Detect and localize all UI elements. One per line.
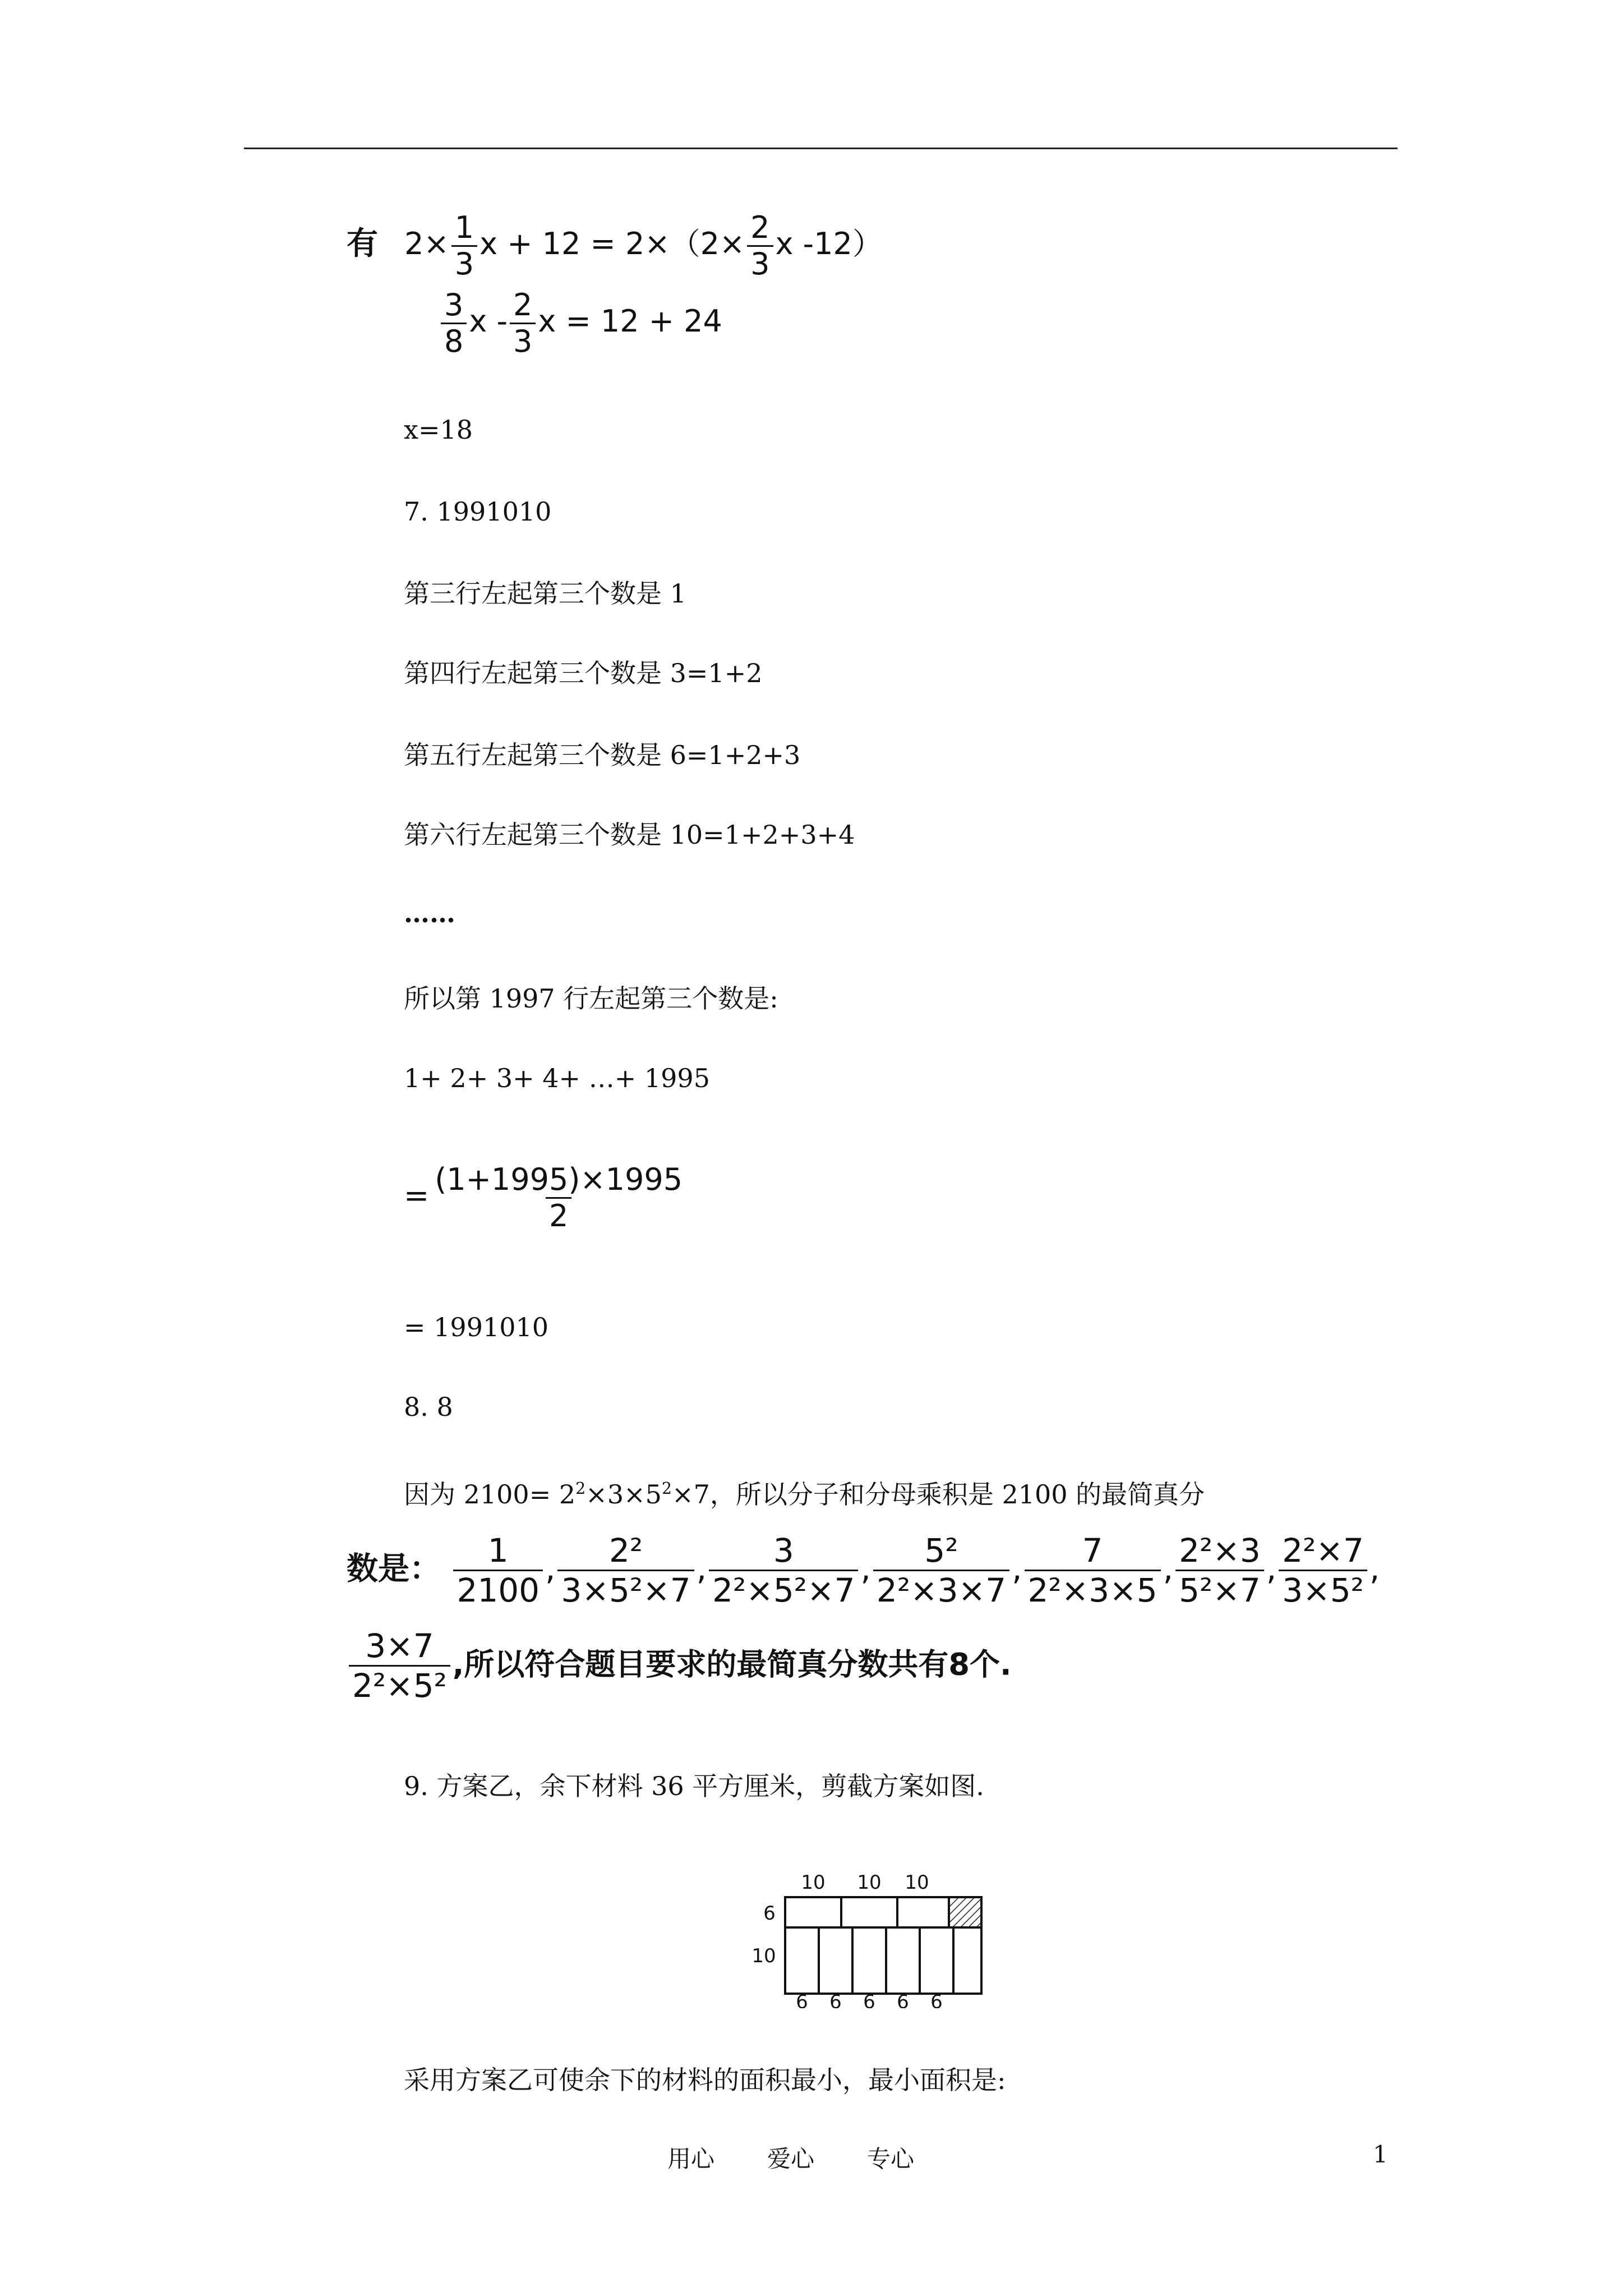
fraction-item-num: 2²×7 — [1282, 1531, 1364, 1570]
eq2-fraction-2-den: 3 — [510, 323, 536, 359]
fraction-item-den: 2²×5²×7 — [709, 1570, 858, 1609]
text-final-statement: 采用方案乙可使余下的材料的面积最小，最小面积是: — [404, 2065, 1006, 2095]
eq1-fraction-2-num: 2 — [750, 210, 770, 245]
fraction-separator: , — [1012, 1549, 1022, 1588]
fraction-item — [453, 1531, 543, 1609]
fraction-item — [1025, 1531, 1161, 1609]
equation-line-2 — [439, 288, 722, 359]
fraction-item-den: 3×5² — [1279, 1570, 1367, 1609]
fraction-conclusion-line — [347, 1627, 1012, 1705]
diagram-top-label-3: 10 — [905, 1871, 929, 1894]
fraction-item-num: 7 — [1082, 1531, 1103, 1570]
eq1-fraction-1 — [451, 210, 477, 282]
text-row-3: 第三行左起第三个数是 1 — [404, 578, 686, 609]
diagram-left-label-2: 10 — [751, 1945, 776, 1967]
diagram-bottom-label-1: 6 — [796, 1991, 808, 2008]
text-ellipsis: …… — [404, 898, 455, 928]
text-so-row-1997: 所以第 1997 行左起第三个数是: — [404, 983, 778, 1014]
fraction-separator: , — [860, 1549, 871, 1588]
eq2-fraction-1 — [441, 288, 467, 359]
sum-formula — [404, 1162, 688, 1234]
sum-fraction — [431, 1162, 686, 1234]
eq2-part-a: x - — [469, 303, 508, 339]
eq1-fraction-2-den: 3 — [747, 245, 773, 282]
fraction-item — [1279, 1531, 1367, 1609]
because-part-b: ×3×5 — [585, 1479, 662, 1510]
fraction-conclusion-text: ,所以符合题目要求的最简真分数共有8个. — [452, 1646, 1012, 1682]
footer-text-1: 用心 — [667, 2145, 715, 2173]
eq2-fraction-1-den: 8 — [441, 323, 467, 359]
fraction-item-num: 2²×3 — [1179, 1531, 1261, 1570]
eq2-fraction-2-num: 2 — [513, 287, 533, 323]
fraction-list-prefix: 数是： — [347, 1550, 441, 1588]
diagram-waste-area — [950, 1898, 980, 1926]
fraction-item-num: 5² — [924, 1531, 958, 1570]
fraction-last-num: 3×7 — [365, 1627, 434, 1665]
fraction-last — [349, 1627, 450, 1705]
eq2-part-b: x = 12 + 24 — [538, 303, 722, 339]
footer-text-3: 专心 — [867, 2145, 915, 2173]
eq1-fraction-2 — [747, 210, 773, 282]
fraction-item-den: 2100 — [453, 1570, 543, 1609]
diagram-bottom-label-5: 6 — [930, 1991, 943, 2008]
text-because — [404, 1473, 1205, 1510]
fraction-separator: , — [1266, 1549, 1277, 1588]
text-answer-8: 8. 8 — [404, 1392, 453, 1422]
footer-text-2: 爱心 — [767, 2145, 815, 2173]
cutting-diagram — [729, 1857, 998, 2008]
fraction-last-den: 2²×5² — [349, 1665, 450, 1705]
fraction-list-line — [347, 1531, 1380, 1609]
page-number: 1 — [1373, 2141, 1388, 2168]
because-exp-1: 2 — [575, 1479, 586, 1498]
fraction-separator: , — [1369, 1549, 1380, 1588]
text-answer-7: 7. 1991010 — [404, 496, 552, 527]
because-exp-2: 2 — [661, 1479, 672, 1498]
eq2-fraction-2 — [510, 288, 536, 359]
fraction-separator: , — [696, 1549, 707, 1588]
text-row-5: 第五行左起第三个数是 6=1+2+3 — [404, 740, 801, 770]
fraction-item-num: 1 — [487, 1531, 509, 1570]
diagram-bottom-label-3: 6 — [863, 1991, 875, 2008]
eq1-part-b: x + 12 = 2×（2× — [479, 226, 745, 262]
diagram-left-label-1: 6 — [763, 1902, 776, 1925]
fraction-item-den: 5²×7 — [1175, 1570, 1264, 1609]
fraction-item-den: 2²×3×5 — [1025, 1570, 1161, 1609]
text-row-6: 第六行左起第三个数是 10=1+2+3+4 — [404, 820, 855, 850]
text-sum-result: = 1991010 — [404, 1312, 549, 1342]
fraction-separator: , — [1163, 1549, 1174, 1588]
fraction-item — [709, 1531, 858, 1609]
fraction-item-num: 3 — [773, 1531, 794, 1570]
fraction-item-den: 2²×3×7 — [873, 1570, 1009, 1609]
eq2-fraction-1-num: 3 — [444, 287, 464, 323]
eq1-fraction-1-den: 3 — [451, 245, 477, 282]
diagram-top-label-1: 10 — [801, 1871, 826, 1894]
header-rule — [244, 148, 1398, 149]
sum-fraction-num: (1+1995)×1995 — [435, 1162, 683, 1197]
eq1-fraction-1-num: 1 — [454, 210, 474, 245]
fraction-item — [1175, 1531, 1264, 1609]
because-part-a: 因为 2100= 2 — [404, 1479, 576, 1510]
fraction-list — [451, 1531, 1380, 1609]
eq1-part-a: 2× — [404, 226, 449, 262]
fraction-item — [873, 1531, 1009, 1609]
fraction-item — [557, 1531, 694, 1609]
diagram-bottom-label-2: 6 — [829, 1991, 842, 2008]
diagram-bottom-label-4: 6 — [897, 1991, 909, 2008]
fraction-separator: , — [545, 1549, 556, 1588]
text-sum-series: 1+ 2+ 3+ 4+ …+ 1995 — [404, 1063, 710, 1093]
because-part-c: ×7，所以分子和分母乘积是 2100 的最简真分 — [672, 1479, 1205, 1510]
diagram-top-label-2: 10 — [857, 1871, 882, 1894]
eq1-prefix: 有 — [347, 226, 378, 263]
text-row-4: 第四行左起第三个数是 3=1+2 — [404, 658, 763, 688]
sum-equals: = — [404, 1178, 430, 1214]
sum-fraction-den: 2 — [546, 1197, 571, 1234]
text-answer-9: 9. 方案乙，余下材料 36 平方厘米，剪截方案如图. — [404, 1771, 984, 1801]
text-x-result: x=18 — [404, 415, 473, 445]
fraction-item-den: 3×5²×7 — [557, 1570, 694, 1609]
equation-line-1 — [347, 210, 883, 282]
eq1-part-c: x -12） — [775, 226, 883, 262]
fraction-item-num: 2² — [608, 1531, 643, 1570]
